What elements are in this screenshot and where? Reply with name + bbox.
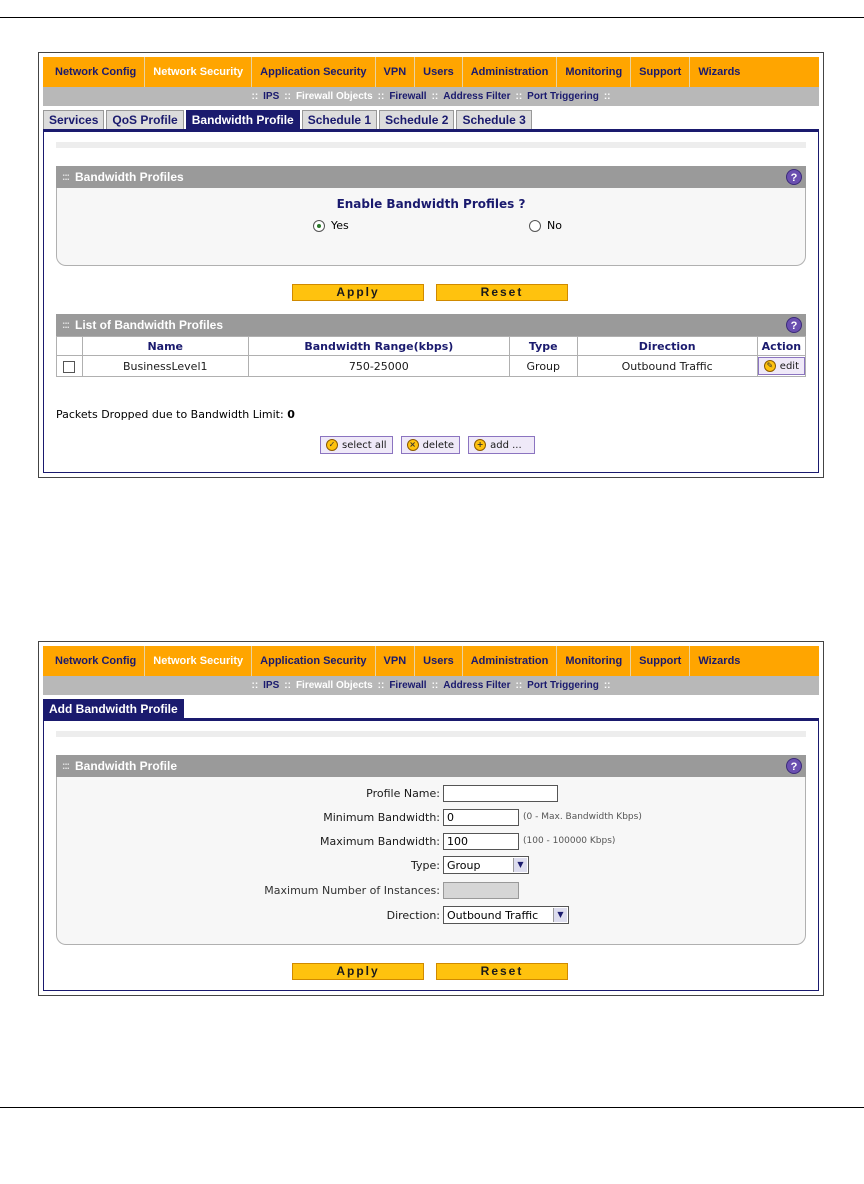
edit-button[interactable] [758,357,805,375]
select-all-button[interactable] [320,436,393,454]
yes-option[interactable] [313,219,349,232]
section-header [56,755,806,777]
section-body [56,777,806,945]
col-type: Type [510,337,578,356]
help-icon[interactable]: ? [786,758,802,774]
nav-network-config[interactable]: Network Config [47,646,145,676]
tab-schedule-3[interactable]: Schedule 3 [456,110,531,129]
list-header [56,314,806,336]
nav-wizards[interactable]: Wizards [698,655,741,667]
delete-button[interactable] [401,436,461,454]
profile-name-input[interactable] [443,785,558,802]
profile-name-label: Profile Name: [366,786,440,800]
reset-button[interactable]: Reset [436,284,568,301]
min-bandwidth-row [57,807,805,827]
list-title: List of Bandwidth Profiles [75,318,224,332]
tab-schedule-2[interactable]: Schedule 2 [379,110,454,129]
type-label: Type: [411,858,440,872]
nav-monitoring[interactable]: Monitoring [557,57,631,87]
top-nav [43,646,819,676]
reset-button[interactable]: Reset [436,963,568,980]
nav-monitoring[interactable]: Monitoring [557,646,631,676]
edit-label: edit [779,360,799,372]
type-value: Group [447,858,481,872]
max-bandwidth-hint: (100 - 100000 Kbps) [523,836,616,846]
no-radio[interactable] [529,220,541,232]
col-name: Name [82,337,248,356]
min-bandwidth-input[interactable] [443,809,519,826]
sub-nav: :: IPS :: Firewall Objects :: Firewall :: Address Filter :: Port Triggering :: [43,676,819,695]
bulk-actions [320,436,535,454]
tab-add-bandwidth-profile[interactable]: Add Bandwidth Profile [43,699,184,718]
pencil-icon: ✎ [764,360,776,372]
nav-administration[interactable]: Administration [463,646,558,676]
nav-support[interactable]: Support [631,57,690,87]
help-icon[interactable]: ? [786,317,802,333]
no-option[interactable] [529,219,562,232]
table-row [57,356,806,377]
check-icon: ✓ [326,439,338,451]
divider [56,731,806,737]
content-panel [43,132,819,473]
content-panel [43,721,819,991]
tab-bar [43,110,819,129]
min-bandwidth-hint: (0 - Max. Bandwidth Kbps) [523,812,642,822]
nav-application-security[interactable]: Application Security [252,646,375,676]
max-bandwidth-input[interactable] [443,833,519,850]
type-select[interactable] [443,856,529,874]
tab-services[interactable]: Services [43,110,104,129]
section-header [56,166,806,188]
direction-row [57,905,805,925]
subnav-ips[interactable]: IPS [263,91,280,102]
row-select[interactable] [57,356,83,377]
grip-icon: ::: [62,319,69,331]
row-range: 750-25000 [248,356,509,377]
max-bandwidth-label: Maximum Bandwidth: [320,834,440,848]
type-row [57,855,805,875]
nav-vpn[interactable]: VPN [376,646,416,676]
bandwidth-profile-section [56,755,806,945]
nav-users[interactable]: Users [415,646,463,676]
chevron-down-icon[interactable]: ▼ [553,908,567,922]
nav-network-security[interactable]: Network Security [145,646,252,676]
row-checkbox[interactable] [63,361,75,373]
nav-network-config[interactable]: Network Config [47,57,145,87]
bandwidth-profiles-screen [38,52,824,478]
row-direction: Outbound Traffic [577,356,757,377]
nav-support[interactable]: Support [631,646,690,676]
col-action: Action [757,337,805,356]
grip-icon: ::: [62,760,69,772]
packets-dropped [56,408,295,421]
instances-input [443,882,519,899]
select-column [57,337,83,356]
tab-schedule-1[interactable]: Schedule 1 [302,110,377,129]
delete-icon: × [407,439,419,451]
direction-label: Direction: [386,908,440,922]
add-button[interactable] [468,436,535,454]
top-nav [43,57,819,87]
section-body [56,188,806,266]
tab-bandwidth-profile[interactable]: Bandwidth Profile [186,110,300,129]
max-bandwidth-row [57,831,805,851]
yes-radio[interactable] [313,220,325,232]
page-bottom-rule [0,1107,864,1108]
tab-qos-profile[interactable]: QoS Profile [106,110,183,129]
subnav-firewall-objects[interactable]: Firewall Objects [295,91,373,102]
apply-button[interactable]: Apply [292,284,424,301]
bandwidth-profiles-table [56,336,806,377]
nav-users[interactable]: Users [415,57,463,87]
min-bandwidth-label: Minimum Bandwidth: [323,810,440,824]
chevron-down-icon[interactable]: ▼ [513,858,527,872]
apply-button[interactable]: Apply [292,963,424,980]
subnav-port-triggering[interactable]: Port Triggering [527,680,599,691]
subnav-firewall-objects[interactable]: Firewall Objects [295,680,373,691]
sub-nav: :: IPS :: Firewall Objects :: Firewall :: Address Filter :: Port Triggering :: [43,87,819,106]
enable-question: Enable Bandwidth Profiles ? [336,197,526,211]
row-type: Group [510,356,578,377]
nav-network-security[interactable]: Network Security [145,57,252,87]
divider [56,142,806,148]
subnav-address-filter[interactable]: Address Filter [443,91,511,102]
section-title: Bandwidth Profiles [75,170,184,184]
subnav-port-triggering[interactable]: Port Triggering [527,91,599,102]
subnav-firewall[interactable]: Firewall [389,91,427,102]
help-icon[interactable]: ? [786,169,802,185]
bandwidth-profiles-section [56,166,806,266]
grip-icon: ::: [62,171,69,183]
packets-dropped-label: Packets Dropped due to Bandwidth Limit: [56,408,284,421]
packets-dropped-value: 0 [287,408,295,421]
tab-bar [43,699,819,718]
col-range: Bandwidth Range(kbps) [248,337,509,356]
row-action [757,356,805,377]
nav-wizards[interactable]: Wizards [698,66,741,78]
add-label: add ... [490,439,522,451]
nav-application-security[interactable]: Application Security [252,57,375,87]
delete-label: delete [422,439,455,451]
instances-label: Maximum Number of Instances: [264,883,440,897]
nav-vpn[interactable]: VPN [376,57,416,87]
subnav-ips[interactable]: IPS [263,680,280,691]
no-label: No [547,219,562,232]
list-section [56,314,806,377]
col-direction: Direction [577,337,757,356]
direction-select[interactable] [443,906,569,924]
nav-administration[interactable]: Administration [463,57,558,87]
select-all-label: select all [342,439,387,451]
profile-name-row [57,783,805,803]
add-icon: + [474,439,486,451]
instances-row [57,880,805,900]
subnav-firewall[interactable]: Firewall [389,680,427,691]
yes-label: Yes [331,219,349,232]
subnav-address-filter[interactable]: Address Filter [443,680,511,691]
add-bandwidth-profile-screen [38,641,824,996]
row-name: BusinessLevel1 [82,356,248,377]
direction-value: Outbound Traffic [447,908,539,922]
section-title: Bandwidth Profile [75,759,177,773]
page-top-rule [0,17,864,18]
